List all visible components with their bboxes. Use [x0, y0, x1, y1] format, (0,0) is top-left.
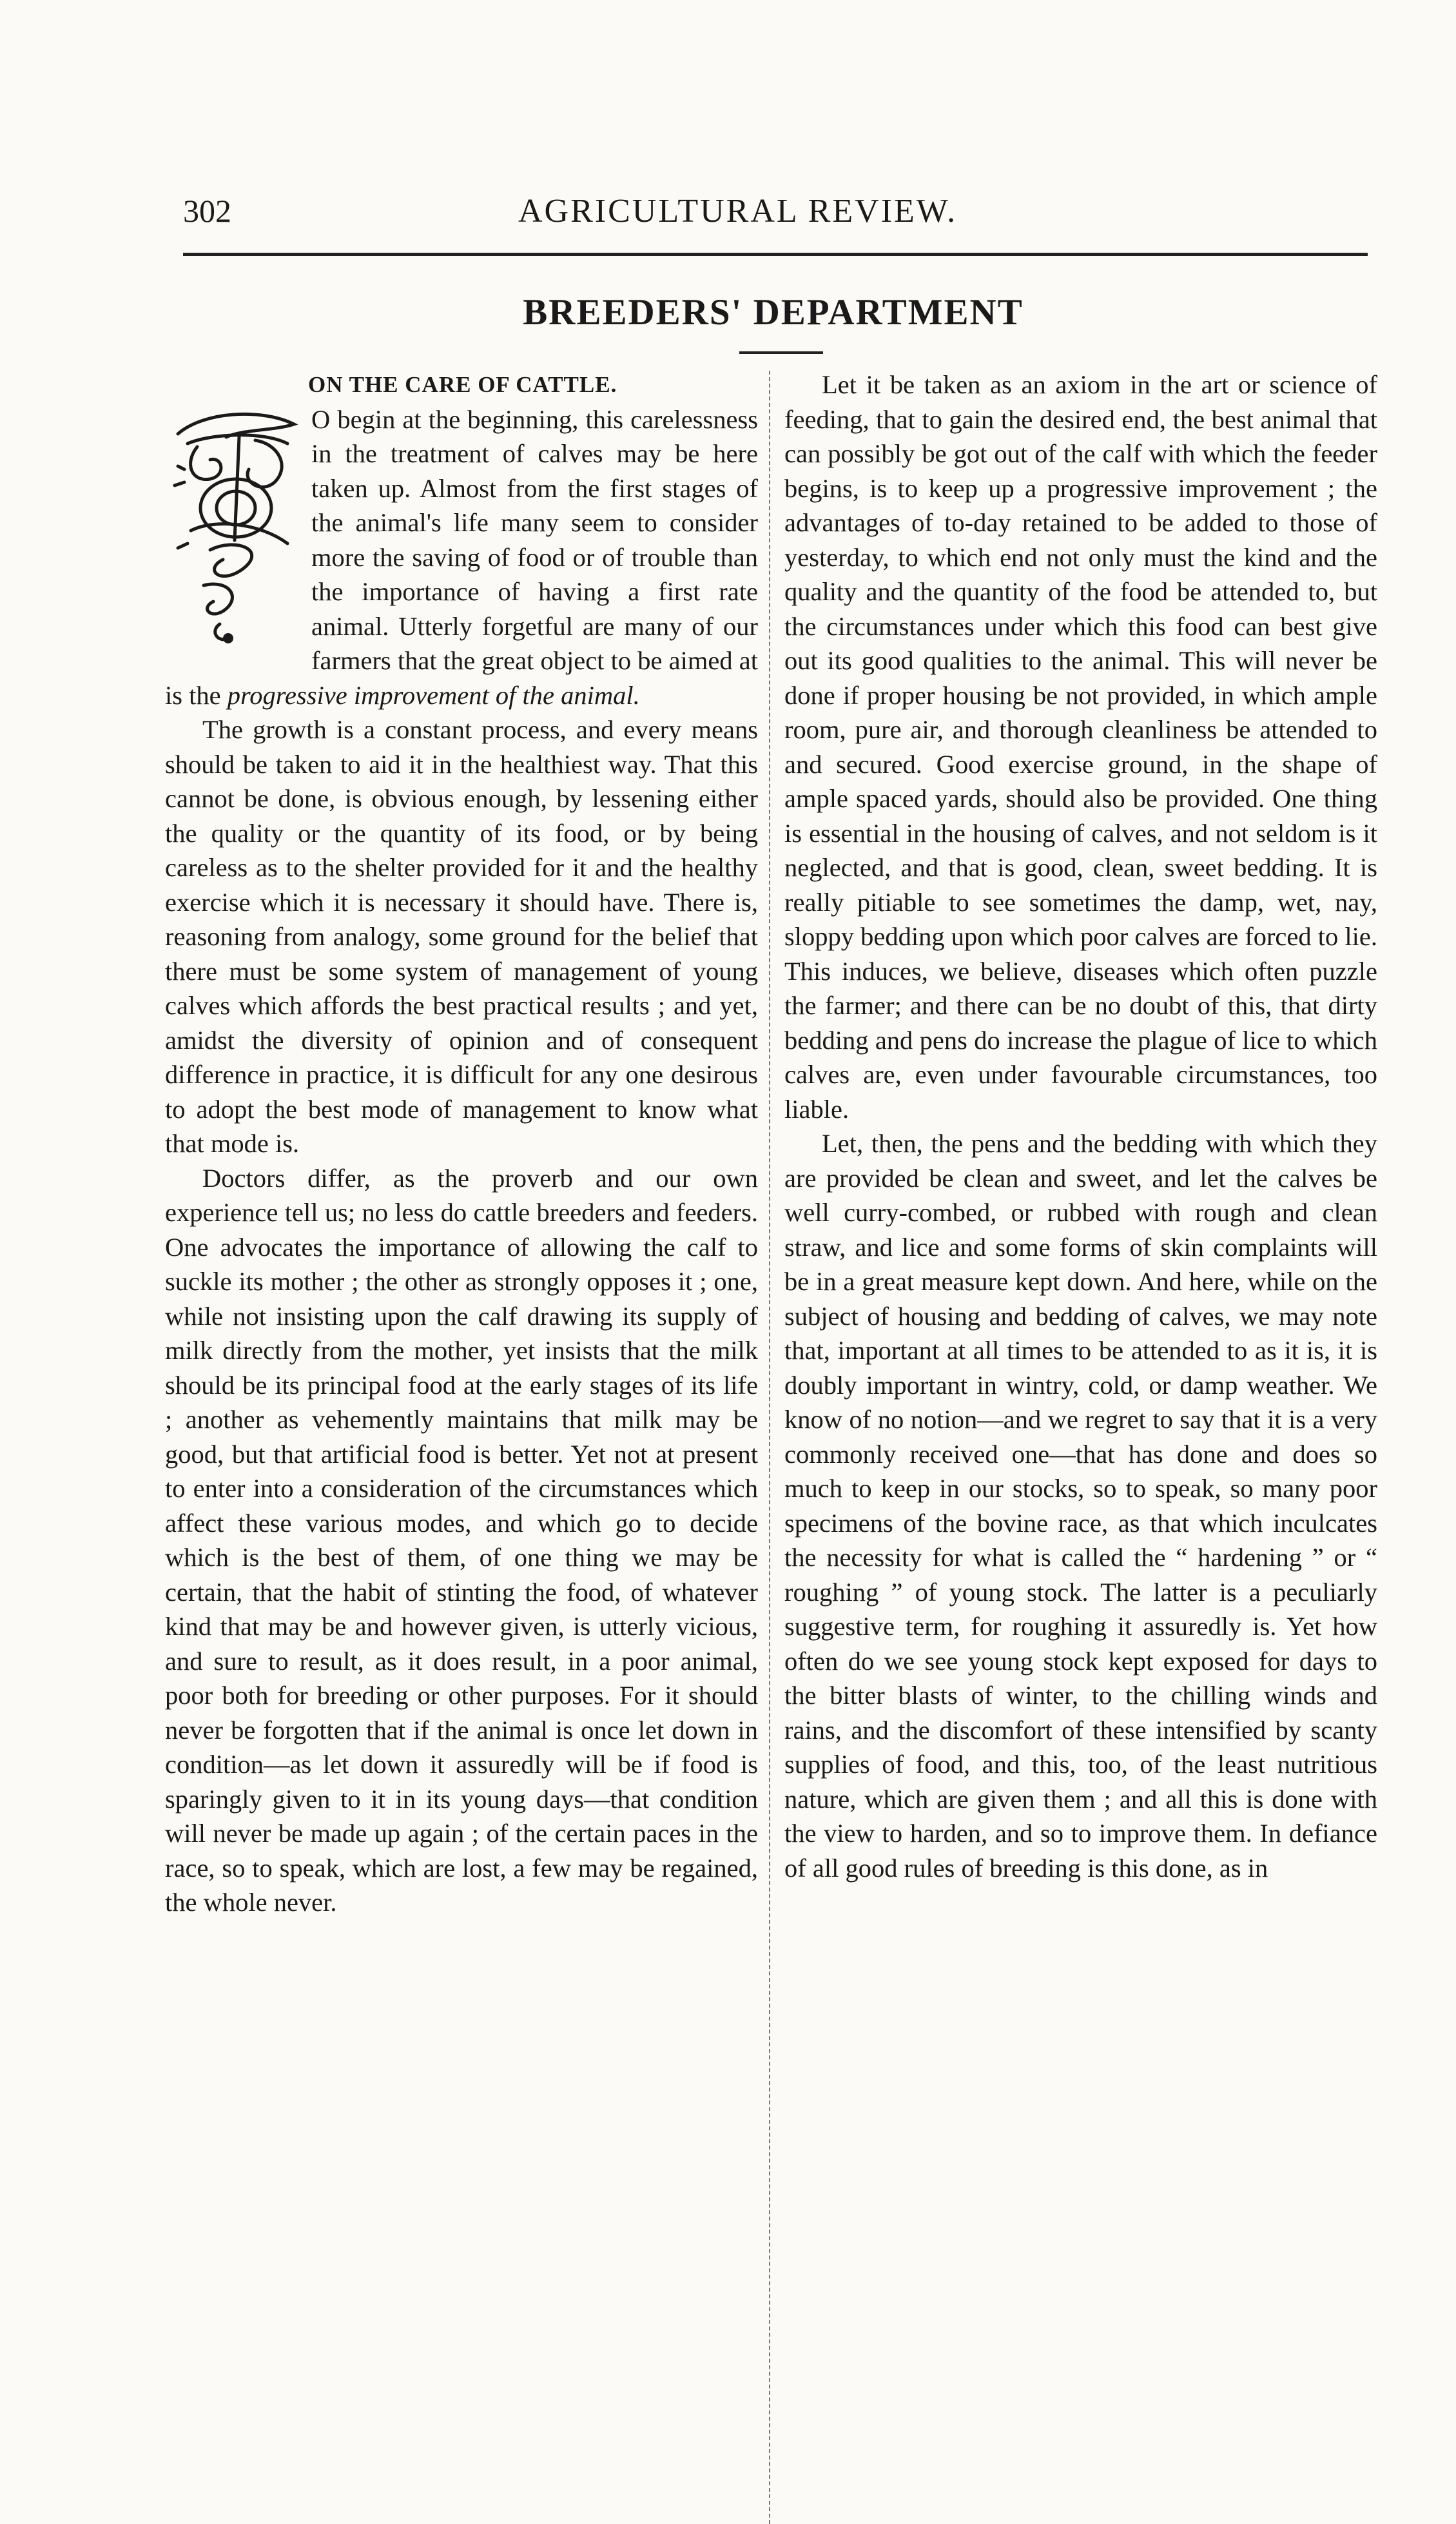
paragraph-3: Doctors differ, as the proverb and our own experience tell us; no less do cattle breeders and feeders. One advocates the importance of allowing the calf to suckle its mother ; the other as strongly opposes it ; one, while not insisting upon the calf drawing its supply of milk directly from the mother, yet insists that the milk should be its principal food at the early stages of its life ; another as vehemently maintains that milk may be good, but that artificial food is better. Yet not at present to enter into a consideration of the circumstances which affect these various modes, and which go to decide which is the best of them, of one thing we may be certain, that the habit of stinting the food, of whatever kind that may be and however given, is utterly vicious, and sure to result, as it does result, in a poor animal, poor both for breeding or other purposes. For it should never be forgotten that if the animal is once let down in condition—as let down it assuredly will be if food is sparingly given to it in its young days—that condition will never be made up again ; of the certain paces in the race, so to speak, which are lost, a few may be regained, the whole never.	[165, 1163, 758, 1917]
paragraph-2: The growth is a constant process, and every means should be taken to aid it in the healthiest way. That this cannot be done, is obvious enough, by lessening either the quality or the quantity of its food, or by being careless as to the shelter provided for it and the healthy exercise which it is necessary it should have. There is, reasoning from analogy, some ground for the belief that there must be some system of management of young calves which affords the best practical results ; and yet, amidst the diversity of opinion and of consequent difference in practice, it is difficult for any one desirous to adopt the best mode of management to know what that mode is.	[165, 715, 758, 1158]
department-rule	[739, 351, 823, 354]
right-column	[784, 367, 1377, 1885]
running-head	[183, 187, 1369, 239]
ornamental-drop-cap-icon	[165, 405, 304, 647]
paragraph-1-text: O begin at the beginning, this carelessness in the treatment of calves may be here taken up. Almost from the first stages of the animal's life many seem to consider more the saving of food or of trouble than the importance of having a first rate animal. Utterly forgetful are many of our farmers that the great object to be aimed at is the	[165, 404, 758, 710]
department-title: BREEDERS' DEPARTMENT	[523, 292, 1024, 333]
page-number: 302	[183, 193, 231, 229]
paragraph-1-emphasis: progressive improvement of the animal.	[227, 680, 640, 710]
paragraph-4: Let it be taken as an axiom in the art or science of feeding, that to gain the desired end, the best animal that can possibly be got out of the calf with which the feeder begins, is to keep up a progressive improvement ; the advantages of to-day retained to be added to those of yesterday, to which end not only must the kind and the quality and the quantity of the food be attended to, but the circumstances under which this food can best give out its good qualities to the animal. This will never be done if proper housing be not provided, in which ample room, pure air, and thorough cleanliness be attended to and secured. Good exercise ground, in the shape of ample spaced yards, should also be provided. One thing is essential in the housing of calves, and not seldom is it neglected, and that is good, clean, sweet bedding. It is really pitiable to see sometimes the damp, wet, nay, sloppy bedding upon which poor calves are forced to lie. This induces, we believe, diseases which often puzzle the farmer; and there can be no doubt of this, that dirty bedding and pens do increase the plague of lice to which calves are, even under favourable circumstances, too liable.	[784, 370, 1377, 1124]
left-column	[165, 367, 758, 1920]
column-divider	[769, 371, 770, 2524]
article-heading: ON THE CARE OF CATTLE.	[308, 372, 617, 397]
header-rule	[183, 253, 1368, 256]
paragraph-5: Let, then, the pens and the bedding with which they are provided be clean and sweet, and let the calves be well curry-combed, or rubbed with rough and clean straw, and lice and some forms of skin complaints will be in a great measure kept down. And here, while on the subject of housing and bedding of calves, we may note that, important at all times to be attended to as it is, it is doubly important in wintry, cold, or damp weather. We know of no notion—and we regret to say that it is a very commonly received one—that has done and does so much to keep in our stocks, so to speak, so many poor specimens of the bovine race, as that which inculcates the necessity for what is called the “ hardening ” or “ roughing ” of young stock. The latter is a peculiarly suggestive term, for roughing it assuredly is. Yet how often do we see young stock kept exposed for days to the bitter blasts of winter, to the chilling winds and rains, and the discomfort of these intensified by scanty supplies of food, and this, too, of the least nutritious nature, which are given them ; and all this is done with the view to harden, and so to improve them. In defiance of all good rules of breeding is this done, as in	[784, 1129, 1377, 1883]
journal-title: AGRICULTURAL REVIEW.	[518, 193, 958, 230]
